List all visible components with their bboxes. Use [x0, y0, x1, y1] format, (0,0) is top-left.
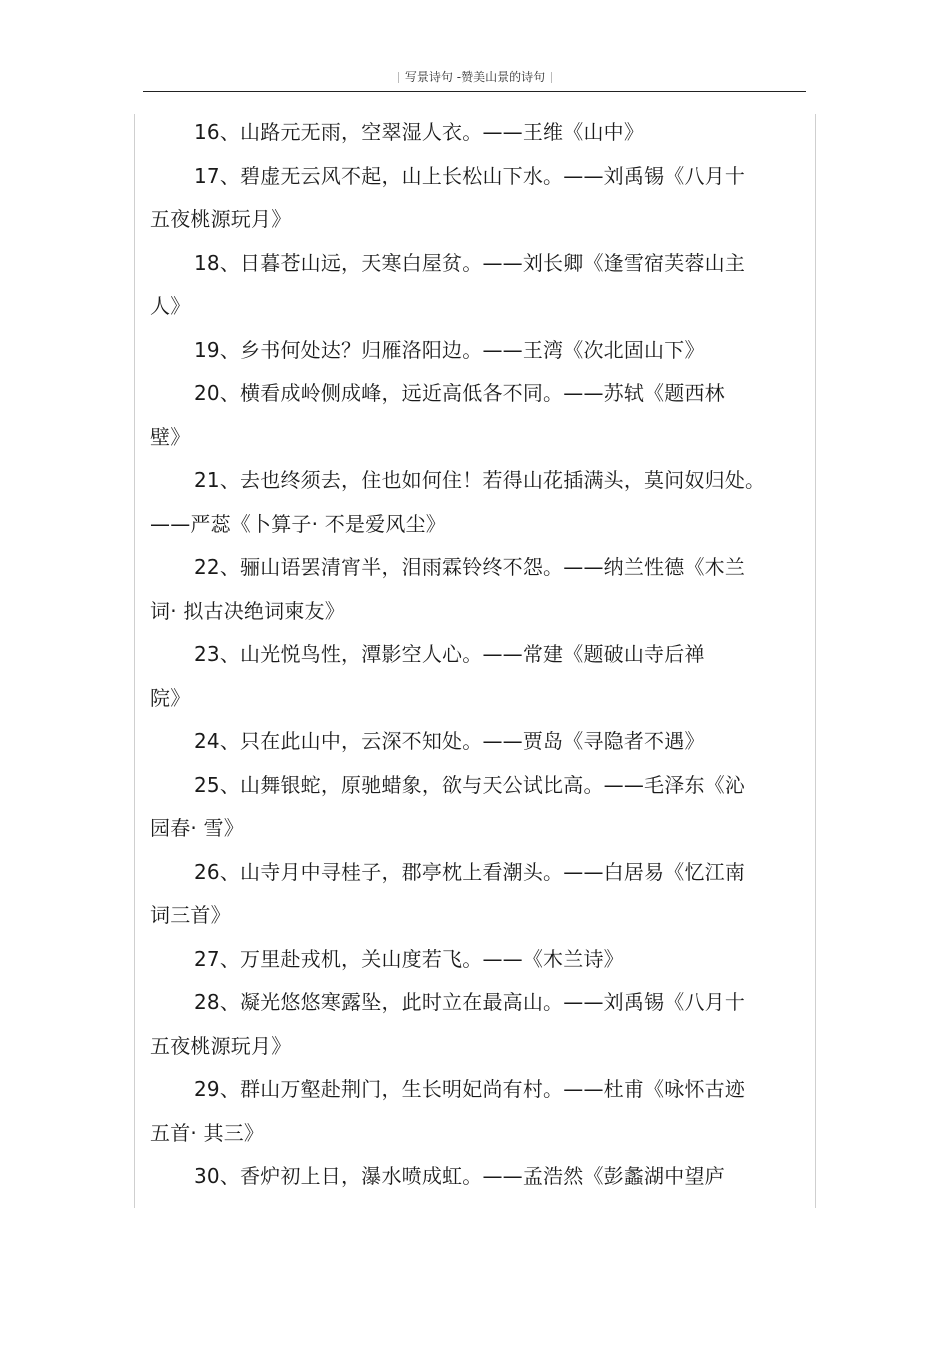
- poem-line: 18、日暮苍山远，天寒白屋贫。——刘长卿《逢雪宿芙蓉山主: [194, 250, 746, 275]
- header-divider: [551, 72, 552, 83]
- poem-line: 29、群山万壑赴荆门，生长明妃尚有村。——杜甫《咏怀古迹: [194, 1077, 746, 1101]
- poem-line: 22、骊山语罢清宵半，泪雨霖铃终不怨。——纳兰性德《木兰: [194, 555, 746, 579]
- left-margin-line: [134, 114, 135, 1208]
- header-divider: [398, 72, 399, 83]
- poem-line: 25、山舞银蛇，原驰蜡象，欲与天公试比高。——毛泽东《沁: [194, 772, 746, 797]
- poem-line: 五夜桃源玩月》: [150, 1033, 292, 1058]
- poem-line: 20、横看成岭侧成峰，远近高低各不同。——苏轼《题西林: [194, 381, 725, 405]
- poem-line: 21、去也终须去，住也如何住！若得山花插满头，莫问奴归处。: [194, 468, 766, 492]
- poem-list: [150, 111, 775, 1199]
- poem-line: 16、山路元无雨，空翠湿人衣。——王维《山中》: [194, 120, 645, 144]
- poem-line: 17、碧虚无云风不起，山上长松山下水。——刘禹锡《八月十: [194, 163, 746, 188]
- poem-line: 壁》: [150, 424, 191, 449]
- poem-line: 五夜桃源玩月》: [150, 207, 292, 231]
- poem-line: 院》: [150, 685, 191, 710]
- poem-line: 28、凝光悠悠寒露坠，此时立在最高山。——刘禹锡《八月十: [194, 990, 746, 1014]
- page-header: [0, 68, 950, 88]
- poem-line: 26、山寺月中寻桂子，郡亭枕上看潮头。——白居易《忆江南: [194, 859, 746, 884]
- poem-line: 24、只在此山中，云深不知处。——贾岛《寻隐者不遇》: [194, 729, 705, 753]
- poem-line: 19、乡书何处达？归雁洛阳边。——王湾《次北固山下》: [194, 337, 705, 362]
- poem-line: 30、香炉初上日，瀑水喷成虹。——孟浩然《彭蠡湖中望庐: [194, 1164, 725, 1188]
- poem-line: 27、万里赴戎机，关山度若飞。——《木兰诗》: [194, 946, 624, 971]
- header-rule: [143, 91, 806, 92]
- poem-line: 五首· 其三》: [150, 1120, 265, 1145]
- header-title: 写景诗句 -赞美山景的诗句: [404, 70, 546, 84]
- poem-line: 人》: [150, 294, 191, 318]
- poem-line: 23、山光悦鸟性，潭影空人心。——常建《题破山寺后禅: [194, 642, 705, 666]
- poem-line: 词· 拟古决绝词柬友》: [150, 598, 345, 623]
- right-margin-line: [815, 114, 816, 1208]
- poem-line: 园春· 雪》: [150, 816, 244, 840]
- poem-line: 词三首》: [150, 903, 231, 927]
- poem-line: ——严蕊《卜算子· 不是爱风尘》: [150, 511, 446, 536]
